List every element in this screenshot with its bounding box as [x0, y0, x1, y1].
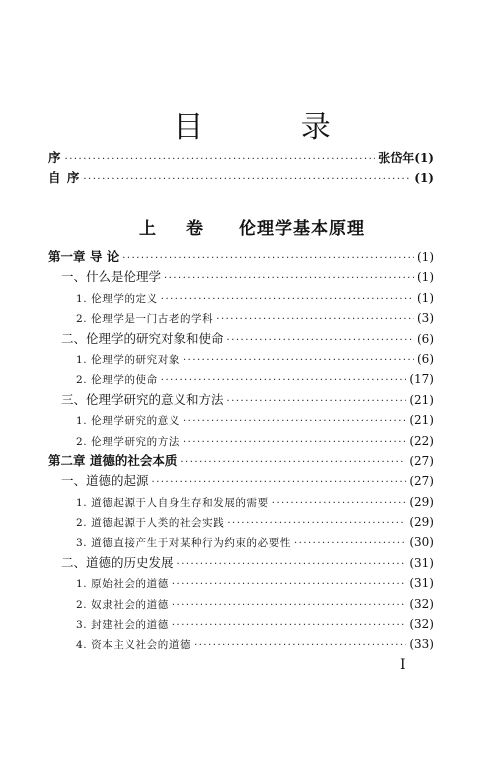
part-name: 伦理学基本原理	[238, 219, 365, 239]
dot-leader	[227, 514, 406, 534]
toc-entry-page: (1)	[417, 290, 434, 305]
toc-entry-page: (32)	[409, 617, 434, 632]
toc-entry-page: (27)	[409, 474, 434, 489]
toc-entry[interactable]	[48, 614, 434, 634]
toc-entry[interactable]	[48, 492, 434, 512]
dot-leader	[183, 433, 406, 453]
toc-entry-page: (1)	[417, 270, 434, 285]
dot-leader	[161, 371, 407, 391]
toc-entry-page: (17)	[409, 372, 434, 387]
toc-entry-page: (27)	[409, 453, 434, 468]
toc-entry[interactable]	[48, 532, 434, 552]
toc-entry[interactable]	[48, 471, 434, 491]
toc-entry[interactable]	[48, 573, 434, 593]
toc-entry-title: 1. 原始社会的道德	[76, 578, 169, 591]
toc-entry-title: 二、伦理学的研究对象和使命	[61, 330, 224, 346]
dot-leader	[152, 473, 407, 493]
toc-entry[interactable]	[48, 553, 434, 573]
toc-entry-title: 1. 伦理学的定义	[76, 292, 158, 305]
toc-list	[48, 247, 434, 655]
toc-entry-page: (21)	[409, 392, 434, 407]
dot-leader	[161, 290, 414, 310]
toc-entry-title: 一、什么是伦理学	[61, 269, 162, 285]
toc-entry[interactable]	[48, 512, 434, 532]
part-label: 上 卷	[139, 219, 215, 239]
dot-leader	[194, 636, 406, 656]
toc-entry[interactable]	[48, 349, 434, 369]
page-title: 目 录	[173, 110, 375, 146]
toc-entry-title: 1. 道德起源于人自身生存和发展的需要	[76, 496, 269, 509]
dot-leader	[122, 249, 414, 269]
toc-entry-title: 3. 道德直接产生于对某种行为约束的必要性	[76, 537, 291, 550]
toc-entry[interactable]	[48, 329, 434, 349]
dot-leader	[216, 310, 414, 330]
toc-entry-title: 自 序	[48, 170, 81, 186]
toc-entry-title: 3. 封建社会的道德	[76, 619, 169, 632]
toc-entry-page: (33)	[409, 637, 434, 652]
toc-entry-page: (22)	[409, 433, 434, 448]
toc-entry-title: 1. 伦理学研究的意义	[76, 415, 180, 428]
toc-entry-page: (31)	[409, 555, 434, 570]
toc-entry-page: (29)	[409, 515, 434, 530]
dot-leader	[183, 412, 406, 432]
toc-entry-title: 序	[48, 150, 62, 165]
page-number: I	[400, 657, 406, 673]
dot-leader	[177, 555, 407, 575]
front-matter-list	[48, 148, 434, 189]
toc-entry-title: 三、伦理学研究的意义和方法	[61, 391, 224, 407]
toc-entry-title: 1. 伦理学的研究对象	[76, 353, 180, 366]
toc-entry-title: 一、道德的起源	[61, 473, 149, 489]
toc-entry[interactable]	[48, 431, 434, 451]
toc-entry[interactable]	[48, 288, 434, 308]
toc-entry-page: (31)	[409, 576, 434, 591]
toc-entry-title: 二、道德的历史发展	[61, 554, 174, 570]
toc-entry-page: (6)	[417, 351, 434, 366]
dot-leader	[172, 616, 407, 636]
dot-leader	[180, 453, 406, 473]
toc-entry-title: 2. 伦理学研究的方法	[76, 435, 180, 448]
toc-entry-author-preface[interactable]	[48, 168, 434, 188]
toc-entry-title: 2. 伦理学是一门古老的学科	[76, 313, 214, 326]
toc-entry-title: 第一章 导 论	[48, 249, 120, 264]
toc-entry-title: 第二章 道德的社会本质	[48, 452, 178, 468]
toc-entry-title: 2. 道德起源于人类的社会实践	[76, 517, 225, 530]
toc-entry-page: (32)	[409, 596, 434, 611]
toc-entry[interactable]	[48, 451, 434, 471]
toc-entry-page: (1)	[417, 250, 434, 264]
toc-entry-page: (1)	[414, 171, 434, 186]
toc-entry[interactable]	[48, 634, 434, 654]
toc-entry[interactable]	[48, 594, 434, 614]
dot-leader	[164, 269, 414, 289]
toc-entry-preface[interactable]	[48, 148, 434, 168]
toc-entry-page: (3)	[417, 311, 434, 326]
dot-leader	[83, 170, 411, 190]
toc-entry[interactable]	[48, 369, 434, 389]
dot-leader	[272, 494, 407, 514]
dot-leader	[65, 150, 376, 170]
toc-entry-page: (21)	[409, 413, 434, 428]
toc-entry[interactable]	[48, 308, 434, 328]
toc-entry-page: (30)	[409, 535, 434, 550]
dot-leader	[183, 351, 414, 371]
toc-entry[interactable]	[48, 410, 434, 430]
toc-entry[interactable]	[48, 247, 434, 267]
dot-leader	[172, 596, 407, 616]
toc-entry-title: 2. 伦理学的使命	[76, 374, 158, 387]
dot-leader	[172, 575, 407, 595]
toc-entry-title: 2. 奴隶社会的道德	[76, 598, 169, 611]
dot-leader	[227, 331, 414, 351]
part-heading	[0, 214, 504, 239]
toc-entry-page: (29)	[409, 494, 434, 509]
toc-entry-page: 张岱年(1)	[378, 151, 434, 165]
toc-entry-title: 4. 资本主义社会的道德	[76, 639, 192, 652]
toc-entry-page: (6)	[417, 331, 434, 346]
toc-entry[interactable]	[48, 267, 434, 287]
dot-leader	[227, 392, 407, 412]
toc-entry[interactable]	[48, 390, 434, 410]
dot-leader	[294, 534, 406, 554]
